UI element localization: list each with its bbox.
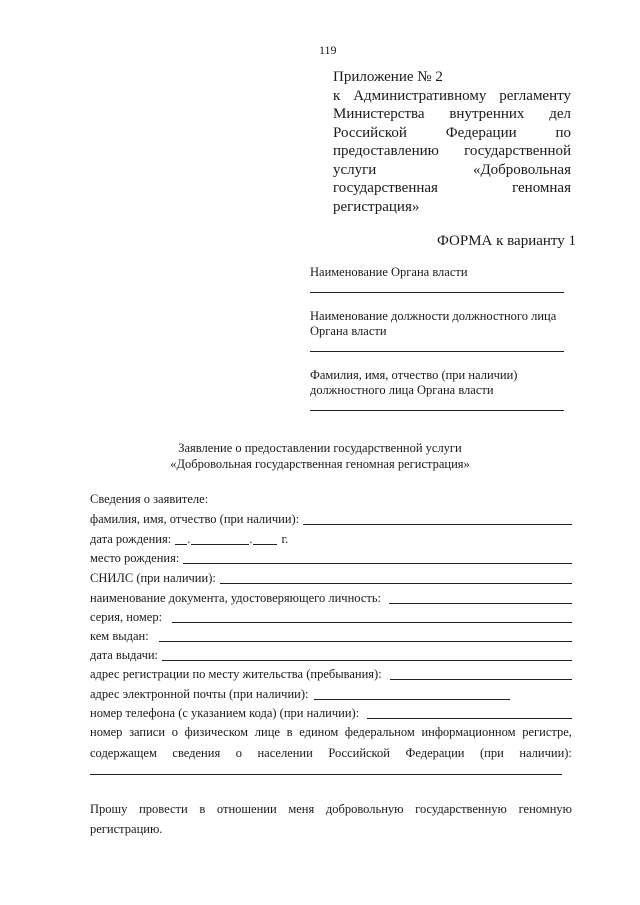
word: геномную [518, 802, 572, 816]
id-document-label: наименование документа, удостоверяющего личность: [90, 591, 382, 605]
word: регистре, [522, 725, 572, 739]
series-number-label: серия, номер: [90, 610, 163, 624]
word: провести [139, 802, 188, 816]
series-number-field[interactable] [172, 622, 572, 623]
word: добровольную [325, 802, 404, 816]
full-name-row [90, 510, 572, 527]
word: о [171, 725, 178, 739]
organ-name-field[interactable] [310, 292, 564, 293]
annex-header [333, 68, 571, 216]
email-field[interactable] [314, 699, 510, 700]
annex-word: геномная [512, 180, 571, 196]
birth-date-label: дата рождения: [90, 532, 172, 546]
annex-word: услуги [333, 161, 377, 178]
word: населении [257, 746, 313, 760]
issue-date-row [90, 646, 572, 663]
annex-word: по [555, 124, 571, 141]
application-title-line2: «Добровольная государственная геномная регистрация» [170, 457, 470, 471]
official-position-label-line2: Органа власти [310, 324, 387, 338]
issue-date-field[interactable] [162, 660, 572, 661]
word: информационном [421, 725, 516, 739]
organ-name-label: Наименование Органа власти [310, 265, 468, 279]
birth-place-label: место рождения: [90, 551, 180, 565]
full-name-label: фамилия, имя, отчество (при наличии): [90, 512, 300, 526]
id-document-row [90, 589, 572, 606]
request-paragraph [90, 802, 572, 837]
annex-word: государственная [333, 180, 438, 196]
annex-word: «Добровольная [472, 161, 571, 178]
birth-date-sep-2: . [249, 532, 253, 546]
issued-by-row [90, 627, 572, 644]
word: наличии): [519, 746, 572, 760]
official-name-label-line2: должностного лица Органа власти [310, 383, 494, 397]
annex-line-5 [333, 142, 571, 161]
birth-date-sep-1: . [187, 532, 191, 546]
annex-word: Федерации [445, 124, 517, 141]
issue-date-label: дата выдачи: [90, 648, 159, 662]
annex-word: предоставлению [333, 143, 439, 159]
annex-line-7 [333, 179, 571, 198]
application-title-line1: Заявление о предоставлении государственной услуги [178, 441, 462, 455]
annex-word: регистрация» [333, 198, 420, 215]
reg-address-field[interactable] [390, 679, 572, 680]
annex-word: Российской [333, 124, 407, 141]
request-text-line2: регистрацию. [90, 822, 163, 836]
birth-month-field[interactable] [191, 544, 249, 545]
annex-line-8 [333, 198, 571, 217]
annex-word: государственной [464, 143, 571, 159]
email-row [90, 685, 572, 702]
request-text-line1 [90, 802, 572, 817]
word: государственную [415, 802, 507, 816]
annex-line-3 [333, 105, 571, 124]
annex-word: Приложение № 2 [333, 69, 443, 85]
phone-label: номер телефона (с указанием кода) (при наличии): [90, 706, 360, 720]
birth-place-field[interactable] [183, 563, 572, 564]
annex-line-4 [333, 124, 571, 143]
official-position-label-line1: Наименование должности должностного лица [310, 309, 557, 323]
registry-text-line2 [90, 746, 572, 761]
registry-text-line1 [90, 725, 572, 740]
reg-address-label: адрес регистрации по месту жительства (пребывания): [90, 667, 382, 681]
word: записи [129, 725, 166, 739]
word: Прошу [90, 802, 128, 816]
reg-address-row [90, 665, 572, 682]
series-number-row [90, 608, 572, 625]
birth-date-suffix: г. [281, 532, 289, 546]
word: в [286, 725, 293, 739]
annex-line-1 [333, 68, 571, 87]
annex-word: регламенту [499, 87, 571, 104]
annex-word: Министерства [333, 106, 425, 122]
word: физическом [184, 725, 249, 739]
birth-day-field[interactable] [175, 544, 187, 545]
issued-by-field[interactable] [159, 641, 572, 642]
annex-word: к [333, 87, 341, 104]
word: отношении [216, 802, 277, 816]
page-number: 119 [319, 43, 337, 57]
word: меня [288, 802, 315, 816]
snils-row [90, 569, 572, 586]
annex-word: Административному [353, 87, 487, 104]
word: лице [254, 725, 280, 739]
snils-field[interactable] [220, 583, 572, 584]
annex-word: внутренних [449, 106, 525, 122]
official-position-field[interactable] [310, 351, 564, 352]
email-label: адрес электронной почты (при наличии): [90, 687, 309, 701]
annex-line-6 [333, 161, 571, 180]
official-name-label-line1: Фамилия, имя, отчество (при наличии) [310, 368, 518, 382]
annex-line-2 [333, 87, 571, 106]
birth-year-field[interactable] [253, 544, 277, 545]
form-variant-label: ФОРМА к варианту 1 [437, 233, 577, 249]
phone-row [90, 704, 572, 721]
full-name-field[interactable] [303, 524, 572, 525]
word: номер [90, 725, 123, 739]
word: (при [480, 746, 504, 760]
birth-date-row [90, 530, 572, 547]
word: сведения [172, 746, 221, 760]
word: о [235, 746, 242, 760]
word: в [199, 802, 206, 816]
birth-place-row [90, 549, 572, 566]
issued-by-label: кем выдан: [90, 629, 149, 643]
word: Российской [328, 746, 390, 760]
word: федеральном [344, 725, 415, 739]
id-document-field[interactable] [389, 603, 572, 604]
applicant-heading: Сведения о заявителе: [90, 492, 209, 506]
official-name-field[interactable] [310, 410, 564, 411]
snils-label: СНИЛС (при наличии): [90, 571, 216, 585]
registry-number-field[interactable] [90, 774, 562, 775]
word: едином [299, 725, 339, 739]
word: содержащем [90, 746, 157, 760]
phone-field[interactable] [367, 718, 572, 719]
annex-word: дел [549, 106, 571, 122]
word: Федерации [405, 746, 465, 760]
